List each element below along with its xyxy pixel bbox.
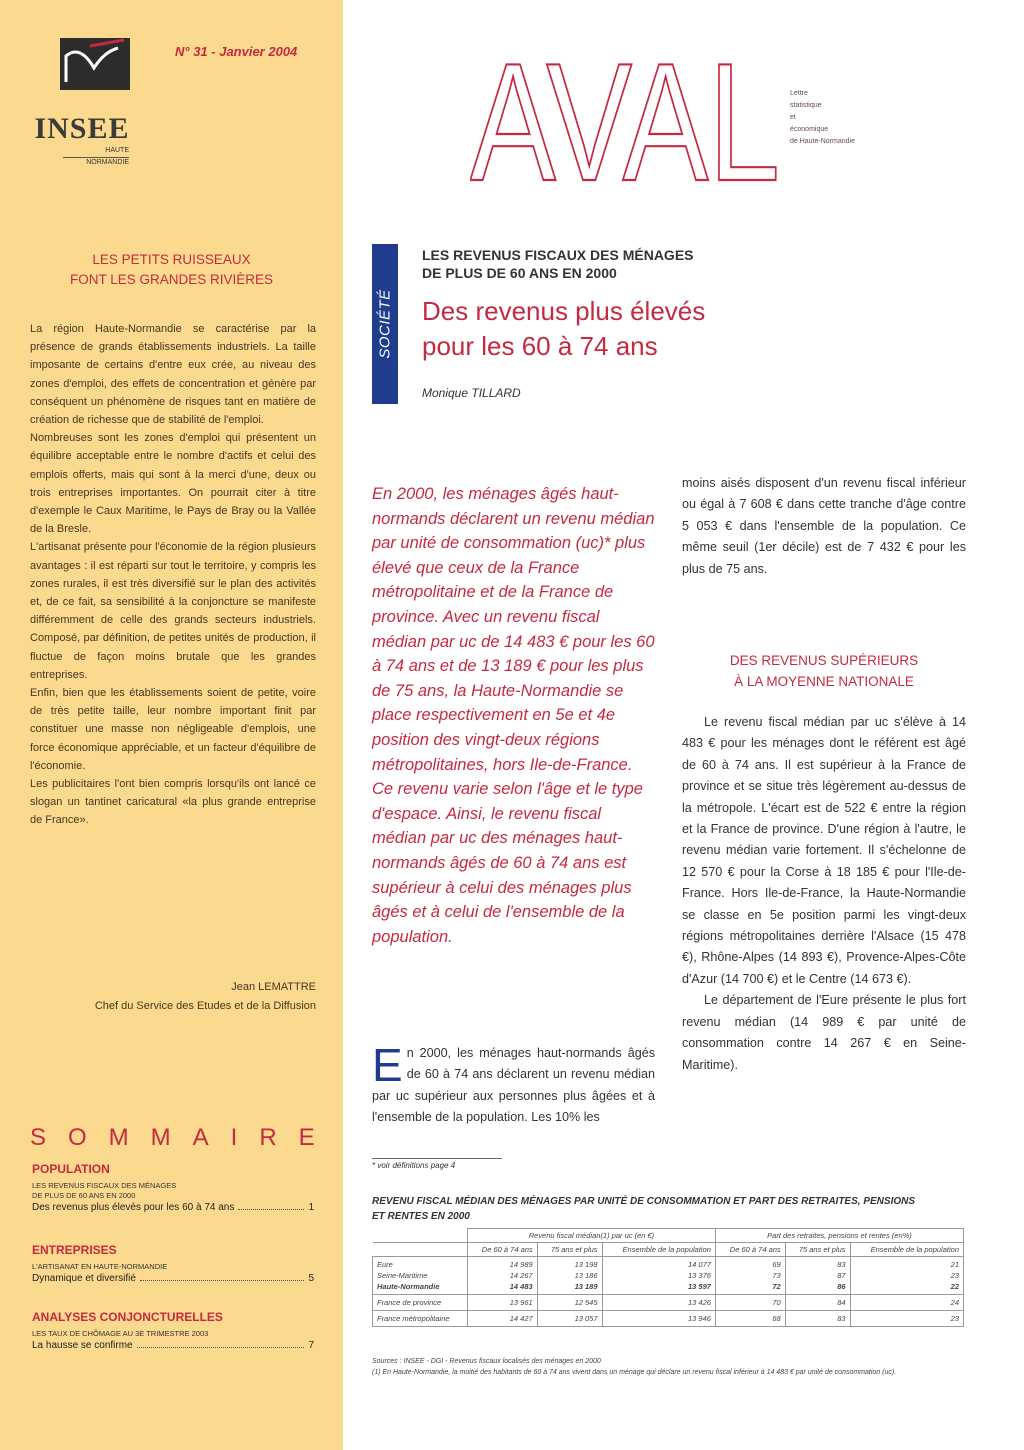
article-subhead xyxy=(682,650,966,692)
table-cell: 68 xyxy=(715,1311,785,1327)
col-header: Ensemble de la population xyxy=(850,1243,963,1257)
editorial-title xyxy=(30,250,313,290)
table-cell: 70 xyxy=(715,1295,785,1311)
cell-column xyxy=(715,1257,785,1295)
table-corner xyxy=(373,1243,468,1257)
table-col-header xyxy=(373,1243,964,1257)
editorial-paragraph: Nombreuses sont les zones d'emploi qui présentent un équilibre acceptable entre le nombre d'actifs et celui des emplois offerts, mais qui sont à la merci d'une, deux ou trois entreprises importantes. On pourrait citer à titre d'exemple le Caux Maritime, le Pays de Bray ou la Vallée de la Bresle. xyxy=(30,432,316,536)
cell-column xyxy=(537,1257,602,1295)
cell-column xyxy=(850,1257,963,1295)
editorial-paragraph: Les publicitaires l'ont bien compris lorsqu'ils ont lancé ce slogan un tantinet caricatural «la plus grande entreprise de France». xyxy=(30,778,316,827)
col1-text: n 2000, les ménages haut-normands âgés de 60 à 74 ans déclarent un revenu médian par uc supérieur aux personnes plus âgées et à l'ensemble de la population. Les 10% les xyxy=(372,1046,655,1125)
cell-column xyxy=(467,1257,537,1295)
table-cell: 24 xyxy=(850,1295,963,1311)
sommaire-page: 7 xyxy=(308,1340,314,1351)
table-row-group xyxy=(373,1257,964,1295)
table-cell: 14 989 xyxy=(509,1260,533,1269)
col-header: 75 ans et plus xyxy=(785,1243,850,1257)
body-paragraph: Le revenu fiscal médian par uc s'élève à 14 483 € pour les ménages dont le référent est âgé de 60 à 74 ans. Il est supérieur à la France de province et se situe très légèrement au-dessus de la métropole. L'écart est de 522 € entre la région et la France de province. D'une région à l'autre, le revenu médian varie fortement. Il s'échelonne de 12 570 € pour la Corse à 18 185 € pour l'Ile-de-France. Hors Ile-de-France, la Haute-Normandie se classe en 5e position parmi les vingt-deux régions métropolitaines derrière l'Alsace (15 478 €), Rhône-Alpes (14 893 €), Provence-Alpes-Côte d'Azur (14 700 €) et le Centre (14 673 €). xyxy=(682,715,966,986)
table-source xyxy=(372,1356,964,1378)
editorial-paragraph: Enfin, bien que les établissements soient de petite, voire de très petite taille, leur nombre important finit par constituer une masse non négligeable d'emplois, une force économique appréciable, et un facteur d'équilibre de l'économie. xyxy=(30,687,316,772)
article-lead: En 2000, les ménages âgés haut-normands déclarent un revenu médian par unité de consommation (uc)* plus élevé que ceux de la France métropolitaine et de la France de province. Avec un revenu fiscal médian par uc de 14 483 € pour les 60 à 74 ans et de 13 189 € pour les plus de 75 ans, la Haute-Normandie se place respectivement en 5e et 4e position des vingt-deux régions métropolitaines, hors Ile-de-France. Ce revenu varie selon l'âge et le type d'espace. Ainsi, le revenu fiscal médian par uc des ménages haut-normands âgés de 60 à 74 ans est supérieur à celui des ménages plus âgés et à celui de l'ensemble de la population. xyxy=(372,485,655,946)
editorial-text xyxy=(30,320,316,830)
tagline-line: de Haute-Normandie xyxy=(790,138,855,145)
section-label: SOCIÉTÉ xyxy=(376,289,394,359)
sommaire-entry[interactable] xyxy=(32,1340,314,1351)
editorial-title-line2: FONT LES GRANDES RIVIÈRES xyxy=(69,272,274,287)
table-cell: 13 198 xyxy=(574,1260,598,1269)
dropcap: E xyxy=(372,1039,403,1091)
row-label: France métropolitaine xyxy=(373,1311,468,1327)
footnote: * voir définitions page 4 xyxy=(372,1158,502,1170)
article-headline xyxy=(422,294,842,364)
table-cell: 12 545 xyxy=(537,1295,602,1311)
table-cell: 13 189 xyxy=(574,1282,598,1291)
table-cell: 13 376 xyxy=(688,1271,711,1280)
kicker-line: DE PLUS DE 60 ANS EN 2000 xyxy=(422,265,617,281)
table-cell: 13 946 xyxy=(602,1311,715,1327)
table-cell: 13 426 xyxy=(602,1295,715,1311)
table-cell: 83 xyxy=(785,1311,850,1327)
kicker-line: LES REVENUS FISCAUX DES MÉNAGES xyxy=(422,247,694,263)
table-cell: 23 xyxy=(950,1271,959,1280)
table-cell: 86 xyxy=(837,1282,846,1291)
row-label: Eure xyxy=(377,1260,393,1269)
table-cell: 14 267 xyxy=(509,1271,533,1280)
issue-number: N° 31 - Janvier 2004 xyxy=(175,44,298,59)
group-header: Part des retraites, pensions et rentes (en%) xyxy=(715,1229,963,1243)
leader-dots xyxy=(238,1202,304,1210)
table-cell: 13 961 xyxy=(467,1295,537,1311)
sidebar xyxy=(0,0,343,1450)
article-kicker xyxy=(422,246,782,282)
signature-role: Chef du Service des Etudes et de la Diffusion xyxy=(94,1000,316,1012)
subhead-line: DES REVENUS SUPÉRIEURS xyxy=(729,653,919,668)
table-cell: 21 xyxy=(950,1260,959,1269)
table-title-line: ET RENTES EN 2000 xyxy=(372,1211,470,1222)
section-tab xyxy=(372,244,398,404)
article-body-col2-top: moins aisés disposent d'un revenu fiscal inférieur ou égal à 7 608 € dans cette tranche d'âge contre 5 053 € dans l'ensemble de la population. Ce même seuil (1er décile) est de 7 432 € pour les plus de 75 ans. xyxy=(682,476,966,576)
table-cell: 87 xyxy=(837,1271,846,1280)
row-label: France de province xyxy=(373,1295,468,1311)
subhead-line: À LA MOYENNE NATIONALE xyxy=(734,674,914,689)
table-cell: 69 xyxy=(772,1260,781,1269)
headline-line: Des revenus plus élevés xyxy=(422,296,706,326)
sommaire-heading: POPULATION xyxy=(32,1162,110,1176)
editorial-paragraph: L'artisanat présente pour l'économie de la région plusieurs avantages : il est réparti sur tout le territoire, y compris les zones rurales, il est très diversifié sur le plan des activités et, de ce fait, sa sensibilité à la conjoncture se manifeste différemment de celle des grands secteurs industriels. Composé, par définition, de petites unités de production, il fluctue de façon moins brutale que les grandes entreprises. xyxy=(30,541,316,681)
leader-dots xyxy=(140,1273,305,1281)
cell-column xyxy=(602,1257,715,1295)
table-corner xyxy=(373,1229,468,1243)
sommaire-section-population[interactable] xyxy=(32,1162,314,1213)
sommaire-entry-label: Des revenus plus élevés pour les 60 à 74 ans xyxy=(32,1202,235,1213)
sommaire-entry[interactable] xyxy=(32,1273,314,1284)
table-title xyxy=(372,1194,962,1224)
body-paragraph: Le département de l'Eure présente le plus fort revenu médian (14 989 € par unité de consommation contre 14 267 € en Seine-Maritime). xyxy=(682,993,966,1072)
sommaire-sub: DE PLUS DE 60 ANS EN 2000 xyxy=(32,1191,136,1200)
headline-line: pour les 60 à 74 ans xyxy=(422,331,658,361)
sommaire-heading: ENTREPRISES xyxy=(32,1243,117,1257)
aval-masthead xyxy=(470,30,790,195)
tagline-line: et xyxy=(790,114,796,121)
col-header: Ensemble de la population xyxy=(602,1243,715,1257)
sommaire-section-conjoncture[interactable] xyxy=(32,1310,314,1351)
table-row xyxy=(373,1311,964,1327)
leader-dots xyxy=(137,1340,305,1348)
editorial-title-line1: LES PETITS RUISSEAUX xyxy=(92,252,251,267)
sommaire-page: 1 xyxy=(308,1202,314,1213)
signature-name: Jean LEMATTRE xyxy=(231,981,316,993)
insee-region-line2: NORMANDIE xyxy=(63,157,129,166)
col-header: 75 ans et plus xyxy=(537,1243,602,1257)
table-cell: 13 186 xyxy=(574,1271,598,1280)
col-header: De 60 à 74 ans xyxy=(467,1243,537,1257)
article-author: Monique TILLARD xyxy=(422,386,521,400)
row-label: Seine-Maritime xyxy=(377,1271,428,1280)
note-line: (1) En Haute-Normandie, la moitié des habitants de 60 à 74 ans vivent dans un ménage qui déclare un revenu fiscal inférieur à 14 483 € par unité de consommation (uc). xyxy=(372,1369,897,1376)
table-cell: 22 xyxy=(950,1282,959,1291)
table-cell: 83 xyxy=(837,1260,846,1269)
editorial-paragraph: La région Haute-Normandie se caractérise par la présence de grands établissements industriels. La taille imposante de certains d'entre eux crée, au niveau des zones d'emploi, des effets de concentration et génère par conséquent un phénomène de risques tant en matière de création de richesse que de stabilité de l'emploi. xyxy=(30,323,316,427)
sommaire-sub: LES REVENUS FISCAUX DES MÉNAGES xyxy=(32,1181,177,1190)
sommaire-title: SOMMAIRE xyxy=(30,1124,337,1151)
article-body-col2 xyxy=(682,712,966,1076)
article-body-col1 xyxy=(372,1039,655,1129)
table-row xyxy=(373,1295,964,1311)
table-cell: 23 xyxy=(850,1311,963,1327)
table-cell: 84 xyxy=(785,1295,850,1311)
table-cell: 14 483 xyxy=(509,1282,533,1291)
table-group-header xyxy=(373,1229,964,1243)
row-labels xyxy=(373,1257,468,1295)
row-label: Haute-Normandie xyxy=(377,1282,440,1291)
table-cell: 73 xyxy=(772,1271,781,1280)
table-cell: 13 597 xyxy=(688,1282,711,1291)
sommaire-sub: LES TAUX DE CHÔMAGE AU 3E TRIMESTRE 2003 xyxy=(32,1329,209,1338)
editorial-signature xyxy=(20,978,316,1016)
tagline-line: Lettre xyxy=(790,90,808,97)
data-table xyxy=(372,1228,964,1327)
sommaire-section-entreprises[interactable] xyxy=(32,1243,314,1284)
col-header: De 60 à 74 ans xyxy=(715,1243,785,1257)
tagline-line: statistique xyxy=(790,102,822,109)
cell-column xyxy=(785,1257,850,1295)
source-line: Sources : INSEE - DGI - Revenus fiscaux localisés des ménages en 2000 xyxy=(372,1358,601,1365)
aval-tagline xyxy=(790,88,855,148)
tagline-line: économique xyxy=(790,126,829,133)
insee-logo-icon xyxy=(60,38,130,90)
sommaire-entry[interactable] xyxy=(32,1202,314,1213)
table-title-line: REVENU FISCAL MÉDIAN DES MÉNAGES PAR UNITÉ DE CONSOMMATION ET PART DES RETRAITES, PENSIONS xyxy=(372,1196,916,1207)
table-cell: 14 427 xyxy=(467,1311,537,1327)
sommaire-heading: ANALYSES CONJONCTURELLES xyxy=(32,1310,223,1324)
insee-region-line1: HAUTE xyxy=(105,147,129,154)
table-cell: 72 xyxy=(772,1282,781,1291)
table-cell: 14 077 xyxy=(688,1260,711,1269)
group-header: Revenu fiscal médian(1) par uc (en €) xyxy=(467,1229,715,1243)
sommaire-sub: L'ARTISANAT EN HAUTE-NORMANDIE xyxy=(32,1262,168,1271)
aval-title: AVAL xyxy=(470,30,780,195)
insee-wordmark: INSEE xyxy=(34,112,130,145)
sommaire-page: 5 xyxy=(308,1273,314,1284)
sommaire-entry-label: La hausse se confirme xyxy=(32,1340,133,1351)
table-cell: 13 057 xyxy=(537,1311,602,1327)
sommaire-entry-label: Dynamique et diversifié xyxy=(32,1273,136,1284)
